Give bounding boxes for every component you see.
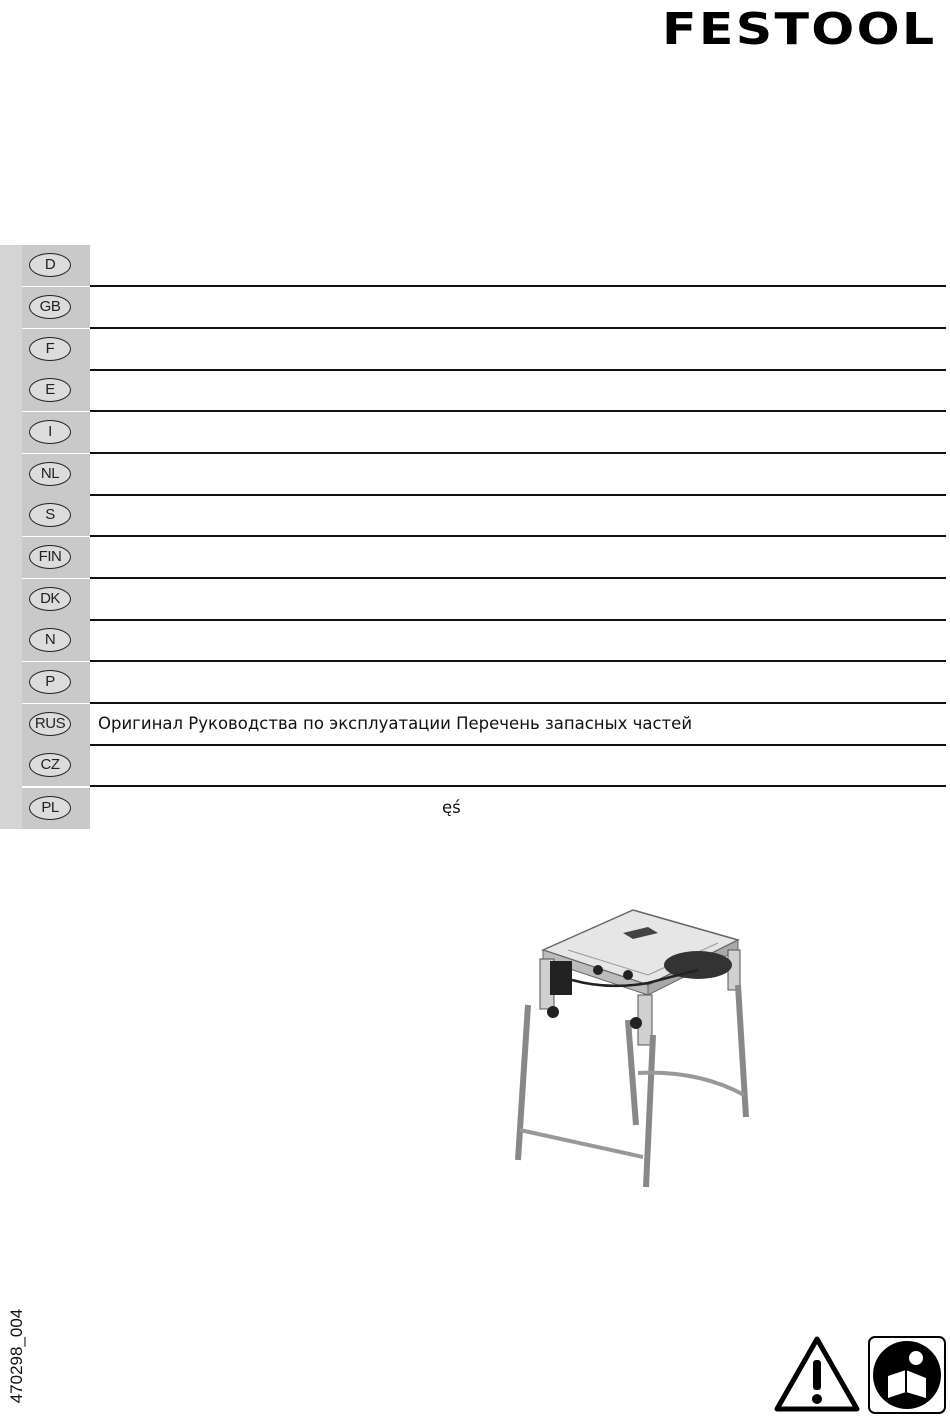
language-row-fin [22, 537, 946, 578]
language-code-badge: CZ [29, 753, 71, 777]
language-row-d [22, 245, 946, 286]
language-code-cell [22, 287, 90, 328]
language-code-cell [22, 537, 90, 578]
language-code-badge: PL [29, 796, 71, 820]
language-code-cell [22, 704, 90, 745]
language-code-cell [22, 329, 90, 370]
document-number: 470298_004 [7, 1308, 26, 1404]
language-row-s [22, 495, 946, 536]
language-title-text: ęś [442, 798, 461, 817]
language-code-badge: S [29, 503, 71, 527]
language-code-cell [22, 579, 90, 620]
language-code-cell [22, 245, 90, 286]
language-code-badge: RUS [29, 712, 71, 736]
language-code-badge: GB [29, 295, 71, 319]
language-title-text: Оригинал Руководства по эксплуатации Перечень запасных частей [98, 714, 693, 733]
language-code-cell [22, 745, 90, 786]
language-code-badge: D [29, 253, 71, 277]
language-code-badge: FIN [29, 545, 71, 569]
language-row-e [22, 370, 946, 411]
language-row-f [22, 329, 946, 370]
language-table-side-strip [0, 245, 22, 829]
language-row-p [22, 662, 946, 703]
language-code-badge: NL [29, 462, 71, 486]
row-divider [90, 785, 946, 787]
language-row-gb [22, 287, 946, 328]
language-row-dk [22, 579, 946, 620]
product-image-table-stand [498, 895, 768, 1195]
read-manual-icon [868, 1336, 946, 1414]
language-code-badge: F [29, 337, 71, 361]
language-table [0, 245, 946, 829]
language-row-nl [22, 454, 946, 495]
language-code-cell [22, 788, 90, 829]
language-code-cell [22, 495, 90, 536]
language-code-cell [22, 370, 90, 411]
language-code-badge: P [29, 670, 71, 694]
language-code-cell [22, 620, 90, 661]
language-row-cz [22, 745, 946, 786]
warning-triangle-icon [774, 1336, 860, 1412]
language-code-badge: I [29, 420, 71, 444]
language-code-badge: DK [29, 587, 71, 611]
language-row-pl [22, 788, 946, 829]
language-row-rus [22, 704, 946, 745]
language-code-cell [22, 662, 90, 703]
language-code-cell [22, 412, 90, 453]
language-code-badge: N [29, 628, 71, 652]
language-row-i [22, 412, 946, 453]
language-code-badge: E [29, 378, 71, 402]
language-row-n [22, 620, 946, 661]
language-code-cell [22, 454, 90, 495]
festool-logo: FESTOOL [662, 4, 937, 55]
